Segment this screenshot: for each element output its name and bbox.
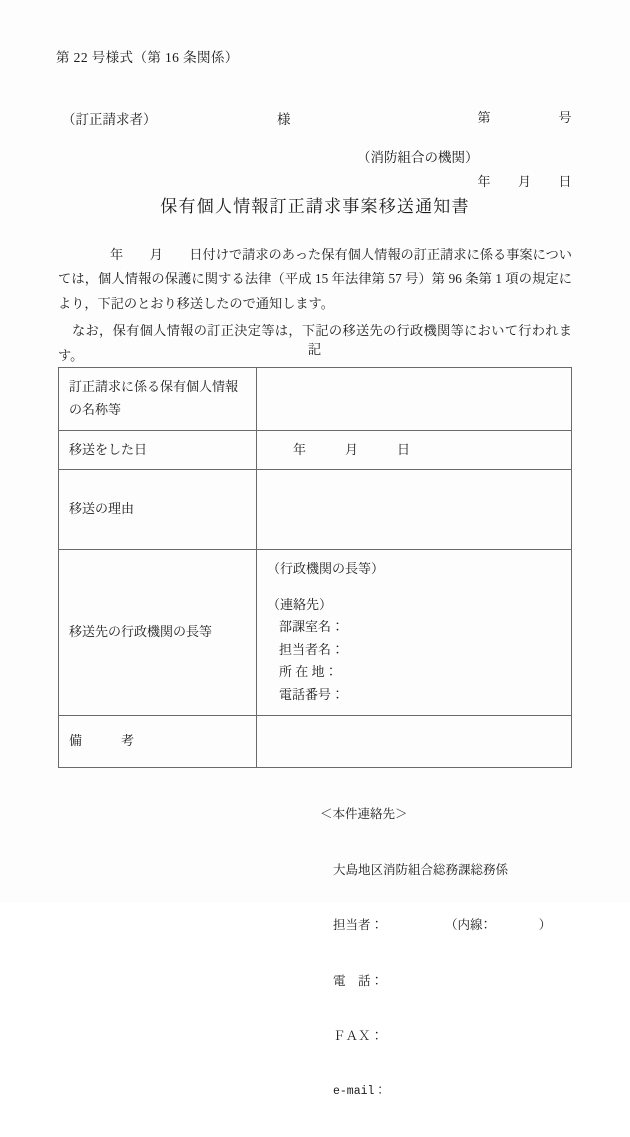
contact-extension-label: （内線： ） xyxy=(445,918,552,932)
destination-address-label: 所 在 地： xyxy=(279,664,338,680)
page-title: 保有個人情報訂正請求事案移送通知書 xyxy=(160,197,470,216)
transfer-date-placeholder: 年 月 日 xyxy=(293,441,411,457)
row-label-information-name: 訂正請求に係る保有個人情報の名称等 xyxy=(59,368,257,431)
destination-department-label: 部課室名： xyxy=(279,618,345,634)
row-label-remarks: 備 考 xyxy=(59,715,257,767)
spacer xyxy=(267,581,561,594)
destination-agency-head: （行政機関の長等） xyxy=(267,561,385,577)
row-label-transfer-date: 移送をした日 xyxy=(59,430,257,470)
contact-organization: 大島地区消防組合総務課総務係 xyxy=(333,862,509,877)
table-row xyxy=(59,368,572,431)
row-value-transfer-date[interactable] xyxy=(257,430,572,470)
document-number: 第 号 xyxy=(477,109,572,125)
contact-fax-label: ＦＡＸ： xyxy=(333,1029,384,1043)
row-value-transfer-reason[interactable] xyxy=(257,470,572,550)
row-label-destination-agency: 移送先の行政機関の長等 xyxy=(59,550,257,716)
kioku-marker: 記 xyxy=(307,342,323,357)
row-value-remarks[interactable] xyxy=(257,715,572,767)
body-paragraph-2: なお，保有個人情報の訂正決定等は，下記の移送先の行政機関等において行われます。 xyxy=(58,323,572,363)
contact-person-label: 担当者： xyxy=(333,918,384,932)
contact-person-line xyxy=(333,916,551,935)
footer-contact-block xyxy=(320,768,551,1137)
row-label-transfer-reason: 移送の理由 xyxy=(59,470,257,550)
destination-person-label: 担当者名： xyxy=(279,641,345,657)
contact-phone-label: 電 話： xyxy=(333,973,384,988)
table-row xyxy=(59,715,572,767)
table-row xyxy=(59,550,572,716)
row-value-information-name[interactable] xyxy=(257,368,572,431)
table-row xyxy=(59,470,572,550)
destination-phone-label: 電話番号： xyxy=(279,687,345,703)
document-date: 年 月 日 xyxy=(477,174,572,190)
table-row xyxy=(59,430,572,470)
addressee-honorific: 様 xyxy=(277,112,291,127)
destination-contact-label: （連絡先） xyxy=(267,596,333,612)
body-paragraph-1: 年 月 日付けで請求のあった保有個人情報の訂正請求に係る事案については，個人情報の保護に関する法律（平成 15 年法律第 57 号）第 96 条第 1 項の規定により，下記のとおり移送したので通知します。 xyxy=(58,247,572,311)
form-number: 第 22 号様式（第 16 条関係） xyxy=(56,50,239,65)
addressee-label: （訂正請求者） xyxy=(62,112,157,127)
row-value-destination-agency[interactable] xyxy=(257,550,572,716)
form-table xyxy=(58,367,572,768)
issuer-label: （消防組合の機関） xyxy=(357,150,479,165)
contact-heading: ＜本件連絡先＞ xyxy=(320,807,408,821)
contact-email-label: e-mail： xyxy=(333,1084,386,1098)
